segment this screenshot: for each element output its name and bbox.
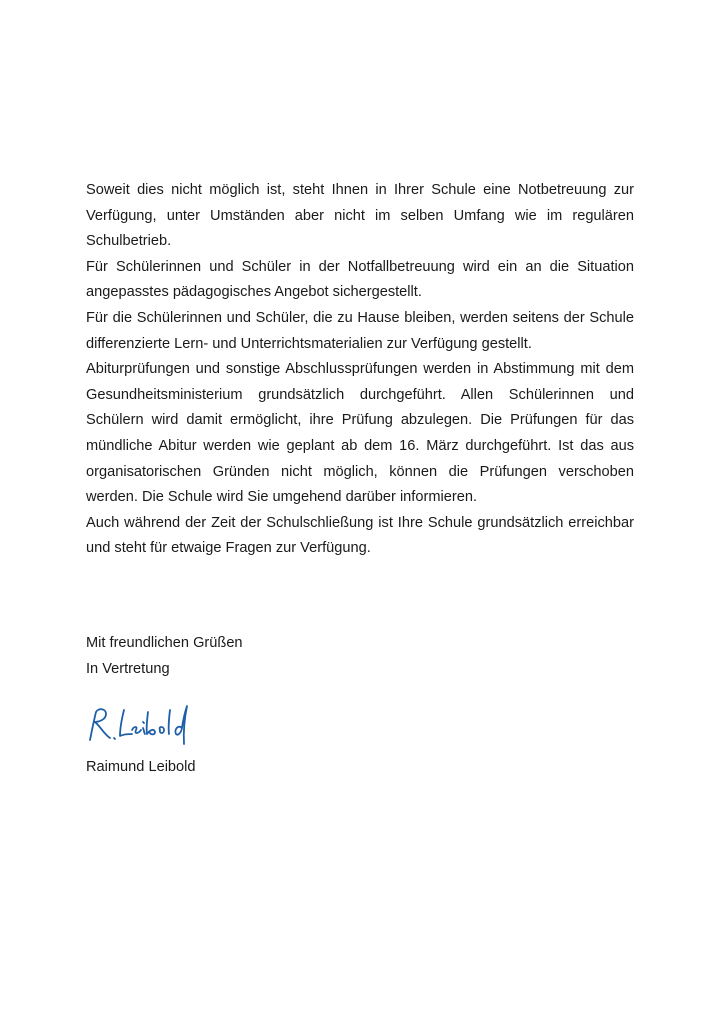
paragraph-home-materials: Für die Schülerinnen und Schüler, die zu Hause bleiben, werden seitens der Schule differenzierte Lern- und Unterrichtsmaterialien zur Verfügung gestellt. bbox=[86, 309, 634, 352]
paragraph-emergency-care: Soweit dies nicht möglich ist, steht Ihnen in Ihrer Schule eine Notbetreuung zur Verfügung, unter Umständen aber nicht im selben Umfang wie im regulären Schulbetrieb. bbox=[86, 182, 634, 250]
closing-role: In Vertretung bbox=[86, 661, 170, 677]
closing-block bbox=[86, 630, 243, 682]
paragraph-care-offer: Für Schülerinnen und Schüler in der Notfallbetreuung wird ein an die Situation angepasstes pädagogisches Angebot sichergestellt. bbox=[86, 258, 634, 301]
handwritten-signature bbox=[84, 700, 194, 748]
paragraph-exams: Abiturprüfungen und sonstige Abschlussprüfungen werden in Abstimmung mit dem Gesundheitsministerium grundsätzlich durchgeführt. Allen Schülerinnen und Schülern wird damit ermöglicht, ihre Prüfung abzulegen. Die Prüfungen für das mündliche Abitur werden wie geplant ab dem 16. März durchgeführt. Ist das aus organisatorischen Gründen nicht möglich, können die Prüfungen verschoben werden. Die Schule wird Sie umgehend darüber informieren. bbox=[86, 361, 634, 506]
letter-body bbox=[86, 178, 634, 562]
closing-greeting: Mit freundlichen Grüßen bbox=[86, 635, 243, 651]
signer-name: Raimund Leibold bbox=[86, 759, 196, 775]
paragraph-reachability: Auch während der Zeit der Schulschließung ist Ihre Schule grundsätzlich erreichbar und steht für etwaige Fragen zur Verfügung. bbox=[86, 514, 634, 557]
